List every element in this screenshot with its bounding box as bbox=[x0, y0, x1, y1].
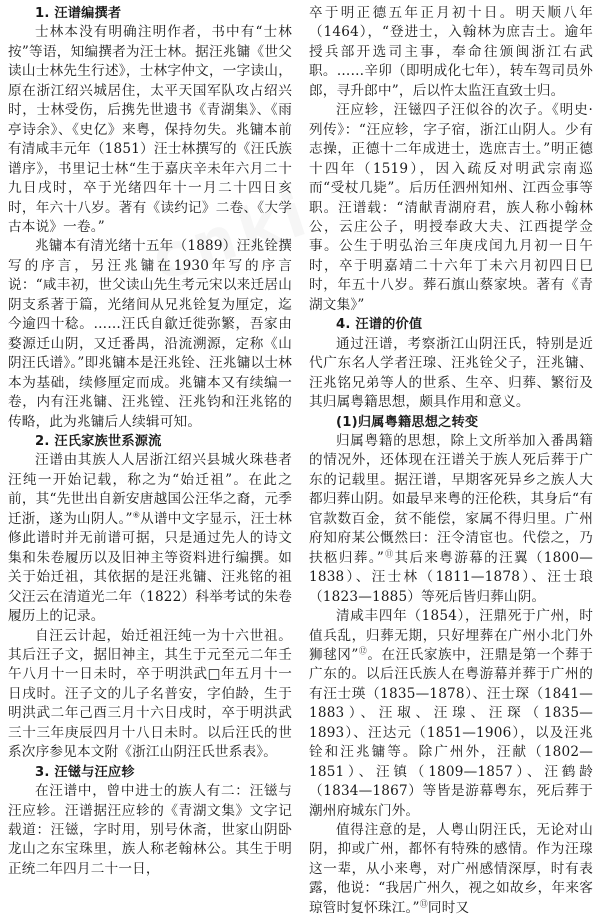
paragraph-with-footnote bbox=[309, 821, 593, 918]
section-heading-1: 1. 汪谱编撰者 bbox=[35, 6, 122, 21]
paragraph-text: 归属粤籍的思想，除上文所举加入番禺籍的情况外，还体现在汪谱关于族人死后葬于广东的记载里。据汪谱，早期客死异乡之族人大都归葬山阴。如最早来粤的汪伦秩，其身后“有官款数百金，贫不能偿，家属不得归里。广州府知府某公慨然曰：汪令清宦也。代偿之，乃扶柩归葬。” bbox=[309, 432, 593, 566]
paragraph-text: 同时又 bbox=[427, 899, 470, 916]
footnote-marker: ⑫ bbox=[358, 646, 368, 656]
paragraph: 汪应轸，汪镃四子汪似谷的次子。《明史·列传》：“汪应轸，字子宿，浙江山阴人。少有志操，正德十二年成进士，选庶吉士。”明正德十四年（1519），因入疏反对明武宗南巡而“受杖几毙”。后历任泗州知州、江西佥事等职。汪谱载：“清献青湖府君，族人称小翰林公，云庄公子，明授奉政大夫、江西提学佥事。公生于明弘治三年庚戌闰九月初一日午时，卒于明嘉靖二十六年丁未六月初四日巳时，年五十八岁。葬石旗山蔡家坱。著有《青湖文集》” bbox=[309, 102, 593, 313]
paragraph-text: 从谱中文字显示，汪士林修此谱时并无前谱可据，只是通过先人的诗文集和朱卷履历以及旧神主等资料进行编撰。如关于始迁祖，其依据的是汪兆镛、汪兆铭的祖父汪云在清道光二年（1822）科举考试的朱卷履历上的记录。 bbox=[8, 510, 293, 625]
left-column bbox=[8, 4, 292, 879]
paragraph-text: 清咸丰四年（1854），汪鼎死于广州，时值兵乱，归葬无期，只好埋葬在广州小北门外狮毬冈” bbox=[309, 608, 593, 663]
footnote-marker: ⑥ bbox=[132, 510, 141, 520]
paragraph-text: 。在汪氏家族中，汪鼎是第一个葬于广东的。以后汪氏族人在粤游幕并葬于广州的有汪士瑛（1835—1878）、汪士琛（1841—1883）、汪琡、汪瑔、汪琛（1835—1893）、汪达元（1851—1906），以及汪兆铨和汪兆镛等。除广州外，汪献（1802—1851）、汪镇（1809—1857）、汪鹤龄（1834—1867）等皆是游幕粤东，死后葬于潮州府城东门外。 bbox=[309, 646, 593, 819]
paragraph: 自汪云计起，始迁祖汪纯一为十六世祖。其后汪子文，据旧神主，其生于元至元二年壬午八月十一日未时，卒于明洪武□年五月十一日戌时。汪子文的儿子名普安，字伯龄，生于明洪武二年己酉三月十六日戌时，卒于明洪武三十三年庚辰四月十八日未时。以后汪氏的世系次序参见本文附《浙江山阴汪氏世系表》。 bbox=[8, 627, 292, 761]
paragraph-text: 汪谱由其族人人居浙江绍兴县城火珠巷者汪纯一开始记载，称之为“始迁祖”。在此之前，其“先世出自新安唐越国公汪华之裔，元季迁浙，遂为山阴人。” bbox=[8, 452, 292, 527]
paragraph-with-footnote bbox=[309, 432, 593, 607]
paragraph: 在汪谱中，曾中进士的族人有二：汪镃与汪应轸。汪谱据汪应轸的《青湖文集》文字记载道：汪镃，字时用，别号休斋，世家山阴卧龙山之东宝珠里，族人称老翰林公。其生于明正统二年四月二十一日， bbox=[8, 783, 292, 877]
paragraph: 兆镛本有清光绪十五年（1889）汪兆铨撰写的序言，另汪兆镛在1930年写的序言说：“咸丰初，世父读山先生考元宋以来迁居山阴支系著于篇，光绪间从兄兆铨复为厘定，迄今逾四十稔。……汪氏自歙迁徙弥繁，吾家由婺源迁山阴，又迁番禺，沿流溯源，定称《山阴汪氏谱》。”即兆镛本是汪兆铨、汪兆镛以士林本为基础，续修厘定而成。兆镛本又有续编一卷，内有汪兆镛、汪兆镗、汪兆钧和汪兆铭的传略，此为兆镛后人续辑可知。 bbox=[8, 238, 292, 430]
section-heading-4: 4. 汪谱的价值 bbox=[336, 317, 423, 333]
paragraph-text: 值得注意的是，人粤山阴汪氏，无论对山阴，抑或广州，都怀有特殊的感情。作为汪瑔这一辈，从小来粤，对广州感情深厚，时有表露，他说：“我居广州久，视之如故乡，年来客琼管时复怀珠江。” bbox=[309, 822, 593, 916]
paragraph: 通过汪谱，考察浙江山阴汪氏，特别是近代广东名人学者汪瑔、汪兆铨父子，汪兆镛、汪兆铭兄弟等人的世系、生卒、归葬、繁衍及其归属粤籍思想，颇具作用和意义。 bbox=[309, 335, 593, 411]
section-heading-2: 2. 汪氏家族世系源流 bbox=[35, 433, 162, 449]
paragraph-with-footnote bbox=[309, 607, 593, 821]
paragraph: 士林本没有明确注明作者，书中有“士林按”等语，知编撰者为汪士林。据汪兆镛《世父读山士林先生行述》，士林字仲文，一字读山，原在浙江绍兴城居住，太平天国军队攻占绍兴时，士林受伤，后携先世遗书《青湖集》、《雨亭诗余》、《史亿》来粤，保持勿失。兆镛本前有清咸丰元年（1851）汪士林撰写的《汪氏族谱序》，书里记士林“生于嘉庆辛未年六月二十九日戌时，卒于光绪四年十一月二十四日亥时，年六十八岁。著有《读约记》二卷、《大学古本说》一卷。” bbox=[8, 24, 292, 235]
footnote-marker: ⑬ bbox=[419, 899, 428, 909]
paragraph-continued: 卒于明正德五年正月初十日。明天顺八年（1464），“登进士，入翰林为庶吉士。逾年授兵部开选司主事，奉命往颁闽浙江右武职。……辛卯（即明成化七年），转车驾司员外郎，寻升郎中”，后以忤太监汪直致士归。 bbox=[309, 5, 593, 99]
subsection-heading: (1)归属粤籍思想之转变 bbox=[336, 414, 479, 430]
footnote-marker: ⑪ bbox=[384, 549, 395, 559]
section-heading-3: 3. 汪镃与汪应轸 bbox=[35, 764, 135, 780]
paragraph-with-footnote bbox=[8, 451, 292, 626]
paragraph-text: 其后来粤游幕的汪翼（1800—1838）、汪士林（1811—1878）、汪士琅（1823—1885）等死后皆归葬山阴。 bbox=[309, 549, 593, 605]
right-column bbox=[309, 4, 593, 918]
